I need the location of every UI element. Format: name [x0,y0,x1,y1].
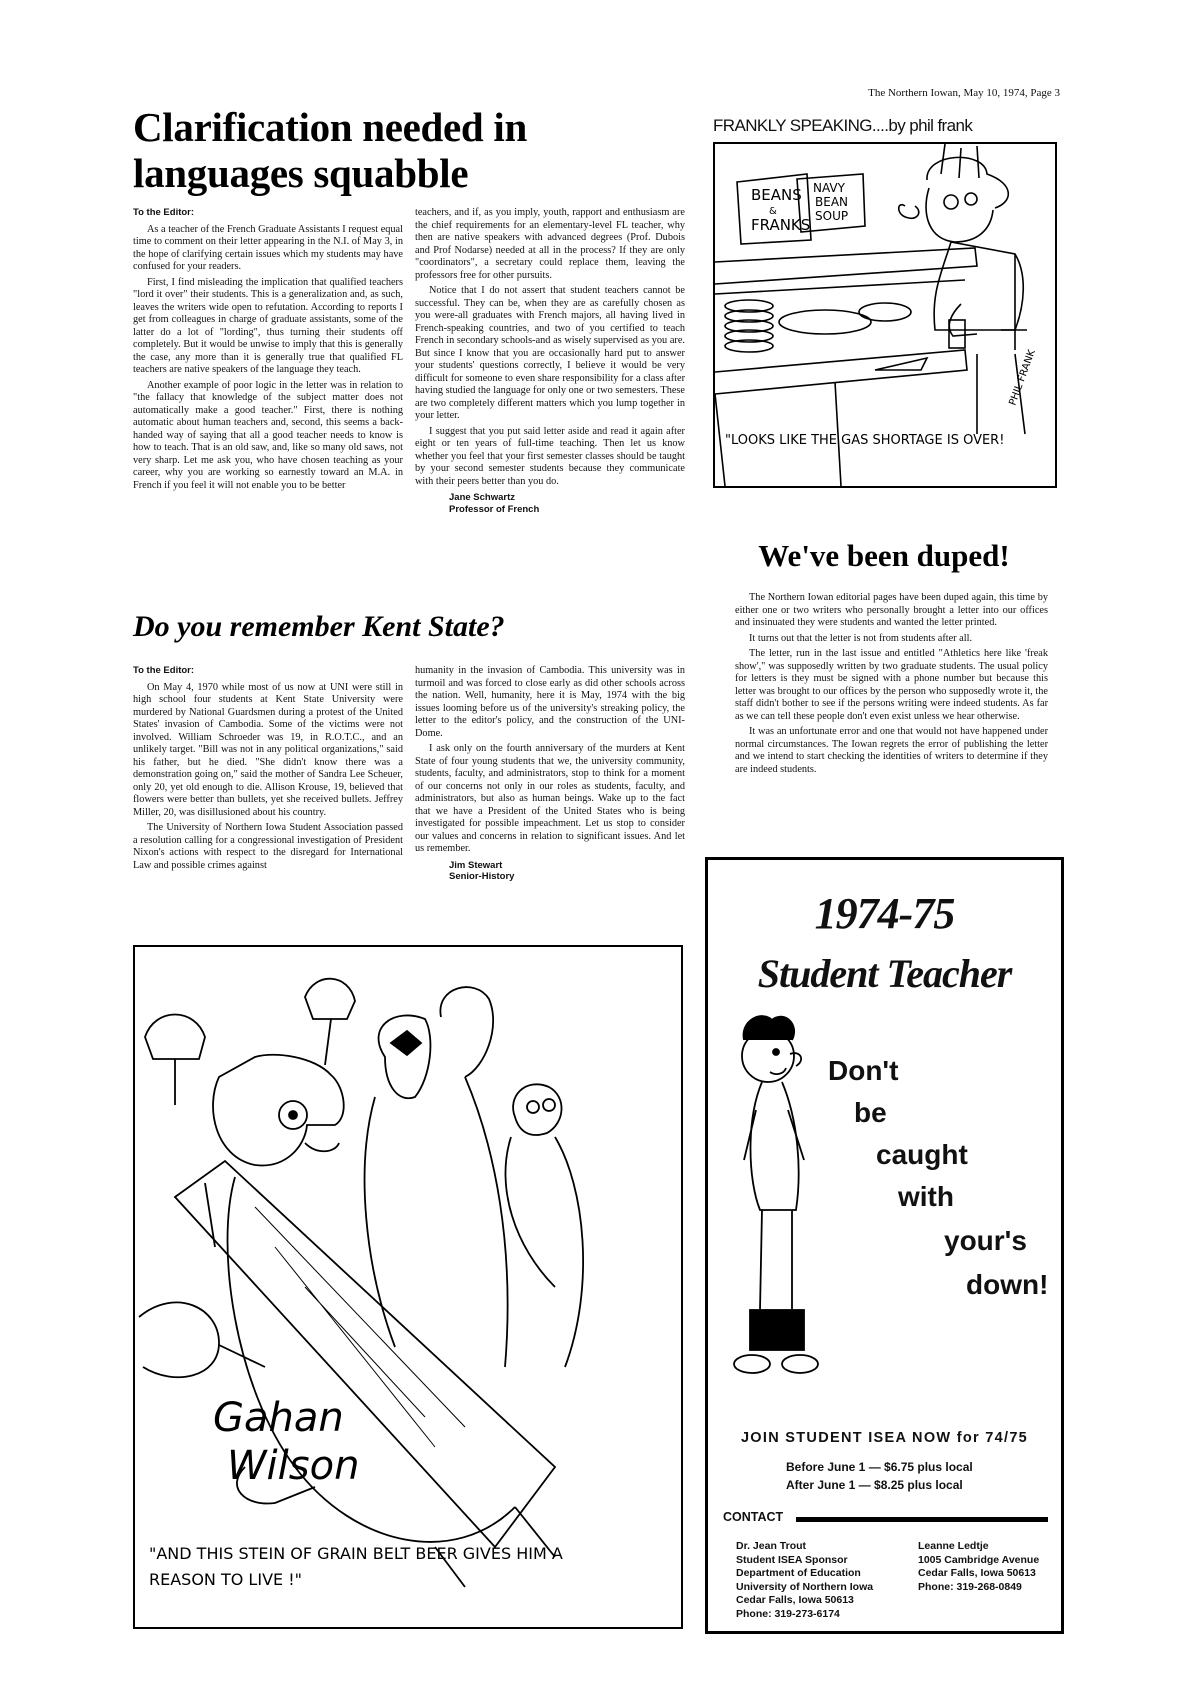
chef-hat [927,157,1008,208]
letter2-column-2 [415,665,685,945]
letter1-column-1 [133,207,403,592]
editorial-headline: We've been duped! [758,538,1010,573]
ad-year: 1974-75 [814,889,955,938]
paragraph: humanity in the invasion of Cambodia. This university was in turmoil and was forced to close early as did other schools across the nation. Well, humanity, here it is May, 1974 with the big issues looming before us of the university's streaking policy, the letter to the editor's policy, and the construction of the UNI-Dome. [415,665,685,739]
salutation: To the Editor: [133,665,195,676]
cartoon-caption-line1: "AND THIS STEIN OF GRAIN BELT BEER GIVES HIM A [149,1544,563,1563]
cartoon-signature-line1: Gahan [213,1395,344,1441]
ad-join: JOIN STUDENT ISEA NOW for 74/75 [740,1430,1029,1446]
operating-table-illustration [135,947,681,1627]
paragraph: The University of Northern Iowa Student Association passed a resolution calling for a congressional investigation of President Nixon's actions with respect to the disregard for International Law and possible crimes against [133,822,403,871]
paragraph: teachers, and if, as you imply, youth, rapport and enthusiasm are the chief requirements for an elementary-level FL teacher, why then are native speakers with advanced degrees (Prof. Dubois and Prof Nodarse) needed at all in the process? If they are only "coordinators", a secretary could replace them, leaving the professors free for other pursuits. [415,207,685,281]
slogan-line-6: down! [966,1269,1049,1300]
strip-title: FRANKLY SPEAKING....by phil frank [713,116,973,135]
paragraph: I ask only on the fourth anniversary of the murders at Kent State of four young students that we, the university community, students, faculty, and administrators, stop to think for a moment of our concerns not only in our roles as students, faculty, and administrators, but also as human beings. Wake up to the fact that we have a President of the United States who is being investigated for possible impeachment. Let us stop to consider our values and concerns in relation to significant issues. And let us remember. [415,743,685,854]
surgeon-2 [440,987,493,1077]
letter2-signature [449,860,685,883]
iv-bulb-right [305,979,355,1019]
operating-table [175,1161,555,1547]
chef-nose [899,205,919,219]
paragraph: I suggest that you put said letter aside and read it again after eight or ten years of full-time teaching. Then let us know whether you feel that your first semester classes should be taught by your second semester students because they communicate with their peers better than you do. [415,425,685,487]
sign2-line3: SOUP [815,209,849,223]
contact-trout: Dr. Jean Trout Student ISEA Sponsor Department of Education University of Northern Iowa Cedar Falls, Iowa 50613 Phone: 319-273-6174 [736,1540,874,1620]
slogan-line-3: caught [876,1139,968,1170]
slogan-line-4: with [898,1181,954,1212]
letter2-column-1 [133,665,403,938]
running-head: The Northern Iowan, May 10, 1974, Page 3 [868,87,1060,99]
frankly-speaking-cartoon [713,142,1057,488]
paragraph: As a teacher of the French Graduate Assistants I request equal time to comment on their letter appearing in the N.I. of May 3, in the hope of clarifying certain issues which my students may have confused for your readers. [133,223,403,272]
editorial-body [735,592,1048,842]
paragraph: The Northern Iowan editorial pages have been duped again, this time by either one or two writers who personally brought a letter into our offices and insinuated they were students and wanted the letter printed. [735,592,1048,628]
cartoon-caption-line2: REASON TO LIVE !" [149,1570,302,1589]
iv-bulb-left [145,1015,205,1060]
paragraph: The letter, run in the last issue and entitled "Athletics here like 'freak show'," was supposedly written by two graduate students. The usual policy for letters is they must be signed with a phone number but because this letter was brought to our offices by the person who supposedly wrote it, the staff didn't bother to see if the persons writing were indeed students. As far as we can tell these people don't even exist unless we hear otherwise. [735,648,1048,722]
sign1-line3: FRANKS [751,216,811,234]
sign2-line2: BEAN [815,195,848,209]
dropped-pants [750,1310,804,1350]
cartoon-signature-line2: Wilson [227,1443,360,1489]
ad-contact-label: CONTACT [723,1510,784,1524]
patient-head [213,1055,344,1166]
naked-boy-illustration [726,1010,826,1410]
divider [796,1517,1048,1522]
salutation: To the Editor: [133,207,195,218]
strip-artist-signature: PHIL FRANK [1007,348,1038,408]
boy-body [751,1082,799,1210]
contact-ledtje: Leanne Ledtje 1005 Cambridge Avenue Cedar Falls, Iowa 50613 Phone: 319-268-0849 [918,1540,1040,1593]
sign1-line1: BEANS [751,186,802,204]
slogan-line-1: Don't [828,1055,899,1086]
slogan-line-2: be [854,1097,887,1128]
paragraph: Another example of poor logic in the letter was in relation to "the fallacy that knowledge of the subject matter does not automatically make a good teacher." First, there is nothing automatic about human teachers and, second, this seems a back-handed way of saying that all a good teacher needs to know is how to teach. That is an old saw, and, like so many old saws, not very sharp. Let me ask you, who have chosen teaching as your career, why you are working so earnestly toward an M.A. in French if you feel it will not enable you to be better [133,379,403,491]
paragraph: On May 4, 1970 while most of us now at UNI were still in high school four students at Kent State University were murdered by National Guardsmen during a protest of the United States' invasion of Cambodia. Some of the victims were not involved. William Schroeder was 19, in R.O.T.C., and an unlikely target. "Bill was not in any political organizations," said his father, but he died. "She didn't know there was a demonstration going on," said the mother of Sandra Lee Scheuer, only 20, yet old enough to die. Allison Krouse, 19, believed that flowers were better than bullets, yet she received bullets. Jeffrey Miller, 20, was disillusioned about his country. [133,681,403,818]
strip-caption: "LOOKS LIKE THE GAS SHORTAGE IS OVER! [725,433,1005,448]
letter-headline-languages: Clarification needed in languages squabble [133,104,527,196]
paragraph: First, I find misleading the implication that qualified teachers "lord it over" their students. This is a generalization and, as such, leaves the writers wide open to refutation. According to reports I get from colleagues in charge of graduate assistants, some of the latter do a lot of "lording", thus turning their students off completely. But it would be unwise to imply that this is generally the case, any more than it is generally true that qualified FL teachers are native speakers of the language they teach. [133,276,403,375]
letter1-signature [449,492,685,515]
slogan-line-5: your's [944,1225,1027,1256]
paragraph: It turns out that the letter is not from students after all. [749,632,973,644]
signature-title: Professor of French [449,503,540,515]
signature-name: Jim Stewart [449,859,503,871]
student-teacher-ad [705,857,1064,1634]
ad-price-after: After June 1 — $8.25 plus local [786,1478,963,1492]
paragraph: It was an unfortunate error and one that would not have happened under normal circumstances. The Iowan regrets the error of publishing the letter and we intend to start checking the identities of writers to determine if they are indeed students. [735,726,1048,775]
baby-nurse [513,1084,561,1135]
cafeteria-illustration [715,144,1055,486]
ad-title: Student Teacher [757,951,1012,996]
sign1-line2: & [769,206,777,217]
surgeon-1 [379,1015,431,1098]
gahan-wilson-cartoon [133,945,683,1629]
letter1-column-2 [415,207,685,592]
letter-headline-kent-state: Do you remember Kent State? [133,610,505,643]
signature-name: Jane Schwartz [449,492,515,503]
lamp-bulb [139,1302,219,1377]
ad-price-before: Before June 1 — $6.75 plus local [786,1460,973,1474]
sign2-line1: NAVY [813,181,845,195]
paragraph: Notice that I do not assert that student teachers cannot be successful. They can be, when they are as carefully chosen as you were-all graduates with French majors, all having lived in French-speaking countries, and two of you certified to teach French in secondary schools-and as wisely supervised as you are. But since I know that you are occasionally hard put to answer your students' questions correctly, I believe it would be very difficult for someone to even share responsibility for a class after having studied the language for only one or two semesters. These are two completely different matters which you lump together in your letter. [415,285,685,421]
signature-title: Senior-History [449,871,515,882]
